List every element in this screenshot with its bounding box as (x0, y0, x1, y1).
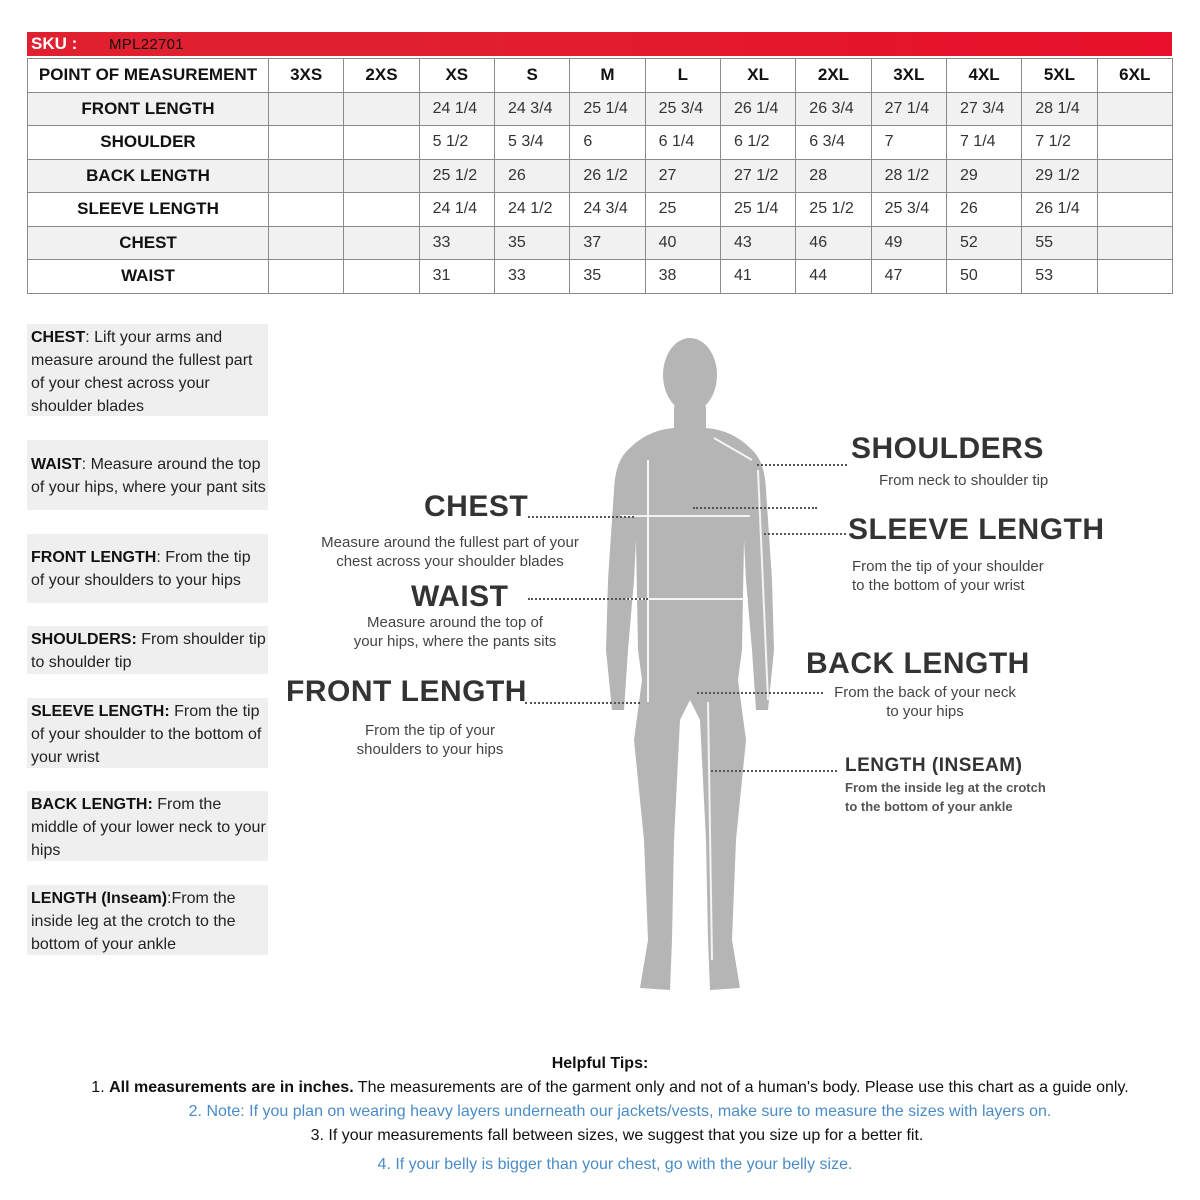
tips-heading: Helpful Tips: (551, 1055, 649, 1072)
table-cell: 28 1/2 (871, 159, 946, 193)
header-size: 2XS (344, 59, 419, 93)
annotation-front-length (286, 675, 527, 709)
definition-text: From the inside leg at the crotch to the bottom of your ankle (31, 890, 236, 953)
header-size: 6XL (1097, 59, 1172, 93)
row-label: SLEEVE LENGTH (28, 193, 269, 227)
definition-sep: : (81, 456, 87, 473)
table-cell: 6 (570, 126, 645, 160)
annotation-sleeve-length (848, 513, 1105, 547)
annotation-chest-desc (300, 533, 600, 571)
annotation-waist-desc-line1: Measure around the top of (367, 614, 543, 631)
table-cell: 35 (570, 260, 645, 294)
table-cell: 33 (494, 260, 569, 294)
row-label: SHOULDER (28, 126, 269, 160)
header-size: 3XS (269, 59, 344, 93)
table-row (28, 92, 1173, 126)
table-cell: 25 1/2 (419, 159, 494, 193)
annotation-chest-title: CHEST (424, 490, 529, 523)
definition-sleeve-length (27, 698, 268, 768)
definition-sep: : (167, 890, 172, 907)
table-cell: 7 (871, 126, 946, 160)
table-cell (344, 193, 419, 227)
shoulders-leader-line (757, 464, 847, 466)
annotation-shoulders (851, 432, 1044, 466)
definition-text: Measure around the top of your hips, where your pant sits (31, 456, 266, 496)
sleeve-length-leader-line (764, 533, 846, 535)
table-header-row (28, 59, 1173, 93)
tip-2: 2. Note: If you plan on wearing heavy layers underneath our jackets/vests, make sure to measure the sizes with layers on. (188, 1103, 1052, 1120)
table-cell: 28 1/4 (1022, 92, 1097, 126)
table-cell: 38 (645, 260, 720, 294)
tip-4: 4. If your belly is bigger than your chest, go with the your belly size. (377, 1156, 853, 1173)
definition-text: From shoulder tip to shoulder tip (31, 631, 266, 671)
table-cell (1097, 92, 1172, 126)
annotation-inseam (845, 755, 1022, 777)
table-cell: 29 1/2 (1022, 159, 1097, 193)
definition-sep: : (156, 549, 161, 566)
annotation-inseam-desc-line2: to the bottom of your ankle (845, 799, 1013, 814)
table-cell: 27 1/4 (871, 92, 946, 126)
body-silhouette-illustration (560, 320, 820, 1020)
table-cell: 53 (1022, 260, 1097, 294)
table-cell: 40 (645, 226, 720, 260)
annotation-front-length-desc-line2: shoulders to your hips (356, 741, 504, 758)
table-cell: 26 (494, 159, 569, 193)
table-cell: 55 (1022, 226, 1097, 260)
table-cell: 35 (494, 226, 569, 260)
table-cell (344, 226, 419, 260)
annotation-chest-desc-line2: chest across your shoulder blades (336, 553, 564, 570)
annotation-sleeve-length-title: SLEEVE LENGTH (848, 513, 1105, 546)
annotation-front-length-title: FRONT LENGTH (286, 675, 527, 708)
table-cell: 47 (871, 260, 946, 294)
definition-term: BACK LENGTH: (31, 796, 153, 813)
table-row (28, 193, 1173, 227)
tip-3: 3. If your measurements fall between sizes, we suggest that you size up for a better fit. (310, 1127, 924, 1144)
waist-leader-line (528, 598, 648, 600)
header-size: L (645, 59, 720, 93)
row-label: CHEST (28, 226, 269, 260)
table-cell (344, 92, 419, 126)
definition-chest (27, 324, 268, 416)
annotation-waist-title: WAIST (411, 580, 509, 613)
annotation-back-length-desc-line1: From the back of your neck (834, 684, 1016, 701)
annotation-chest (424, 490, 528, 524)
table-cell (344, 126, 419, 160)
header-size: XL (720, 59, 795, 93)
header-size: 2XL (796, 59, 871, 93)
header-size: 5XL (1022, 59, 1097, 93)
table-cell: 26 3/4 (796, 92, 871, 126)
tip-1-rest: The measurements are of the garment only and not of a human's body. Please use this chart as a guide only. (353, 1079, 1129, 1096)
definition-term: SLEEVE LENGTH: (31, 703, 170, 720)
size-chart-table (27, 58, 1173, 294)
table-cell: 24 1/4 (419, 193, 494, 227)
table-cell (1097, 126, 1172, 160)
tip-1-prefix: 1. (91, 1079, 110, 1096)
annotation-back-length-desc (830, 683, 1020, 721)
table-cell (269, 260, 344, 294)
table-cell: 26 (946, 193, 1021, 227)
annotation-inseam-desc (845, 778, 1046, 816)
chest-inner-leader-line (693, 507, 817, 509)
table-cell: 49 (871, 226, 946, 260)
table-cell (269, 159, 344, 193)
annotation-waist (411, 580, 509, 614)
annotation-sleeve-length-desc-line2: to the bottom of your wrist (852, 577, 1025, 594)
front-length-leader-line (525, 702, 640, 704)
table-cell: 29 (946, 159, 1021, 193)
annotation-back-length-title: BACK LENGTH (806, 647, 1030, 680)
inseam-leader-line (711, 770, 837, 772)
definition-waist (27, 440, 268, 510)
table-cell: 37 (570, 226, 645, 260)
table-row (28, 260, 1173, 294)
definition-term: LENGTH (Inseam) (31, 890, 168, 907)
definition-sep: : (85, 329, 90, 346)
table-cell: 26 1/4 (1022, 193, 1097, 227)
annotation-shoulders-title: SHOULDERS (851, 432, 1044, 465)
table-cell (269, 193, 344, 227)
table-cell: 46 (796, 226, 871, 260)
definition-text: From the tip of your shoulder to the bottom of your wrist (31, 703, 262, 766)
table-cell: 52 (946, 226, 1021, 260)
tip-1-bold: All measurements are in inches. (109, 1079, 354, 1096)
table-cell: 6 1/4 (645, 126, 720, 160)
table-cell: 26 1/4 (720, 92, 795, 126)
table-cell: 43 (720, 226, 795, 260)
table-cell: 27 1/2 (720, 159, 795, 193)
definition-back-length (27, 791, 268, 861)
row-label: WAIST (28, 260, 269, 294)
table-cell: 25 1/2 (796, 193, 871, 227)
table-cell: 7 1/2 (1022, 126, 1097, 160)
definition-front-length (27, 534, 268, 603)
table-cell (269, 92, 344, 126)
table-cell: 28 (796, 159, 871, 193)
annotation-sleeve-length-desc (852, 557, 1044, 595)
definition-text: Lift your arms and measure around the fullest part of your chest across your shoulder blades (31, 329, 253, 415)
table-cell: 6 1/2 (720, 126, 795, 160)
table-cell (269, 226, 344, 260)
annotation-waist-desc (340, 613, 570, 651)
annotation-inseam-desc-line1: From the inside leg at the crotch (845, 780, 1046, 795)
table-cell (344, 260, 419, 294)
table-cell (269, 126, 344, 160)
sku-label: SKU : (31, 34, 78, 53)
table-cell: 24 3/4 (570, 193, 645, 227)
definition-term: SHOULDERS: (31, 631, 137, 648)
annotation-shoulders-desc (879, 471, 1048, 490)
table-cell: 27 3/4 (946, 92, 1021, 126)
table-cell: 41 (720, 260, 795, 294)
table-cell: 44 (796, 260, 871, 294)
table-cell (1097, 159, 1172, 193)
chest-leader-line (528, 516, 634, 518)
header-point-of-measurement: POINT OF MEASUREMENT (28, 59, 269, 93)
annotation-back-length-desc-line2: to your hips (886, 703, 964, 720)
table-cell: 26 1/2 (570, 159, 645, 193)
tip-1 (0, 1076, 1200, 1100)
annotation-waist-desc-line2: your hips, where the pants sits (353, 633, 557, 650)
table-cell: 33 (419, 226, 494, 260)
annotation-front-length-desc (330, 721, 530, 759)
table-row (28, 159, 1173, 193)
header-size: 4XL (946, 59, 1021, 93)
definition-term: FRONT LENGTH (31, 549, 157, 566)
table-cell (1097, 260, 1172, 294)
table-cell: 7 1/4 (946, 126, 1021, 160)
table-cell: 24 3/4 (494, 92, 569, 126)
header-size: XS (419, 59, 494, 93)
header-size: 3XL (871, 59, 946, 93)
definition-term: WAIST (31, 456, 82, 473)
annotation-inseam-title: LENGTH (INSEAM) (845, 755, 1023, 776)
table-cell (344, 159, 419, 193)
header-size: S (494, 59, 569, 93)
header-size: M (570, 59, 645, 93)
table-cell: 24 1/2 (494, 193, 569, 227)
sku-value: MPL22701 (109, 36, 184, 53)
annotation-sleeve-length-desc-line1: From the tip of your shoulder (852, 558, 1044, 575)
annotation-front-length-desc-line1: From the tip of your (364, 722, 496, 739)
table-cell: 24 1/4 (419, 92, 494, 126)
definition-inseam (27, 885, 268, 955)
table-cell: 5 1/2 (419, 126, 494, 160)
table-cell: 5 3/4 (494, 126, 569, 160)
table-cell: 6 3/4 (796, 126, 871, 160)
table-row (28, 226, 1173, 260)
table-cell: 25 3/4 (645, 92, 720, 126)
annotation-shoulders-desc-line1: From neck to shoulder tip (879, 472, 1049, 489)
definition-term: CHEST (31, 329, 86, 346)
definition-shoulders (27, 626, 268, 674)
table-row (28, 126, 1173, 160)
table-cell: 31 (419, 260, 494, 294)
table-cell (1097, 226, 1172, 260)
row-label: BACK LENGTH (28, 159, 269, 193)
back-length-leader-line (697, 692, 823, 694)
table-cell: 27 (645, 159, 720, 193)
helpful-tips (0, 1052, 1200, 1177)
table-cell: 25 (645, 193, 720, 227)
table-cell: 25 1/4 (570, 92, 645, 126)
table-cell: 50 (946, 260, 1021, 294)
annotation-back-length (806, 647, 1030, 681)
definition-text: From the tip of your shoulders to your hips (31, 549, 251, 589)
table-cell: 25 1/4 (720, 193, 795, 227)
table-cell (1097, 193, 1172, 227)
sku-bar (27, 32, 1172, 56)
row-label: FRONT LENGTH (28, 92, 269, 126)
annotation-chest-desc-line1: Measure around the fullest part of your (321, 534, 579, 551)
definition-text: From the middle of your lower neck to your hips (31, 796, 266, 859)
table-cell: 25 3/4 (871, 193, 946, 227)
